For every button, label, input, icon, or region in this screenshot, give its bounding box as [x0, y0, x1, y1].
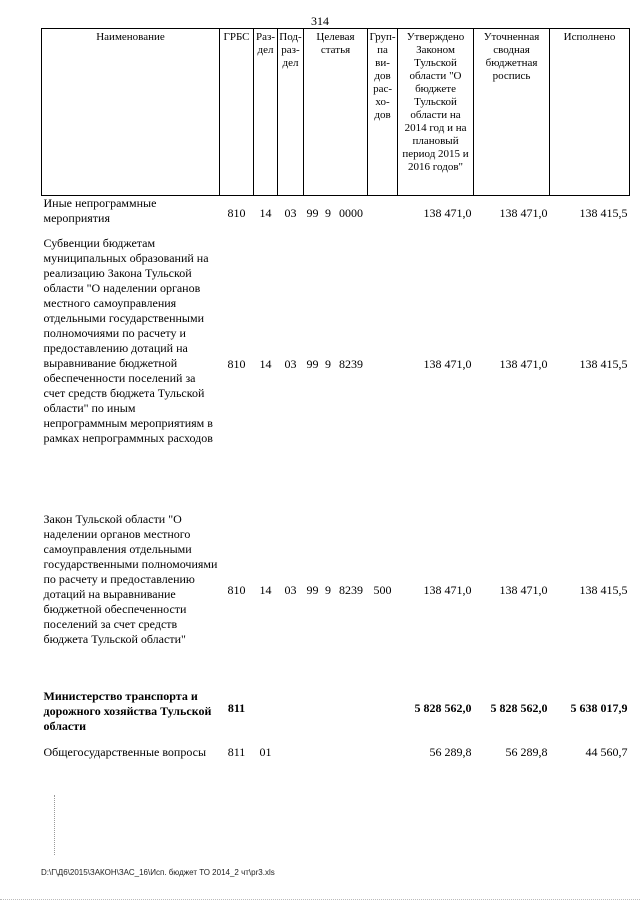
scan-bottom-edge: [0, 899, 640, 900]
row-name: Иные непрограммные мероприятия: [43, 196, 157, 225]
row-podrazdel: [278, 734, 304, 760]
row-specified: 5 828 562,0: [490, 700, 548, 715]
row-podrazdel: 03: [284, 582, 297, 597]
row-grbs: 810: [227, 356, 246, 371]
row-executed: 44 560,7: [585, 745, 628, 759]
row-specified: 56 289,8: [505, 745, 548, 759]
row-target-3: 8239: [339, 582, 364, 597]
row-specified: 138 471,0: [499, 205, 548, 220]
row-specified: 138 471,0: [499, 582, 548, 597]
row-executed: 5 638 017,9: [570, 700, 628, 715]
row-grbs: 811: [227, 700, 246, 715]
header-podrazdel: Под-раз-дел: [278, 29, 304, 196]
row-target-3: 8239: [339, 356, 364, 371]
row-grbs: 811: [227, 745, 246, 759]
row-razdel: 01: [259, 745, 272, 759]
header-executed: Исполнено: [550, 29, 630, 196]
scan-artifact: [54, 795, 57, 855]
row-expense-group: 500: [373, 582, 392, 597]
row-grbs: 810: [227, 205, 246, 220]
row-podrazdel: 03: [284, 356, 297, 371]
row-specified: 138 471,0: [499, 356, 548, 371]
row-name: Министерство транспорта и дорожного хозяйства Тульской области: [43, 689, 212, 733]
row-razdel: 14: [259, 205, 272, 220]
row-expense-group: [368, 734, 398, 760]
row-razdel: 14: [259, 582, 272, 597]
row-target-2: [322, 734, 335, 760]
table-row: [42, 734, 630, 760]
row-target-1: 99: [306, 205, 319, 220]
row-name: Закон Тульской области "О наделении органов местного самоуправления отдельными государственными полномочиями по расчету и предоставлению дотаций на выравнивание бюджетной обеспеченности поселений за счет средств бюджета Тульской области": [43, 512, 218, 646]
row-target-3: [335, 682, 368, 734]
row-target-1: [304, 682, 322, 734]
header-specified: Уточненная сводная бюджетная роспись: [474, 29, 550, 196]
row-target-2: 9: [325, 582, 331, 597]
row-target-2: 9: [325, 205, 331, 220]
row-target-1: [304, 734, 322, 760]
header-razdel: Раз-дел: [254, 29, 278, 196]
row-podrazdel: 03: [284, 205, 297, 220]
row-approved: 138 471,0: [423, 356, 472, 371]
row-expense-group: [368, 682, 398, 734]
header-name: Наименование: [42, 29, 220, 196]
table-header-row: [42, 29, 630, 196]
budget-table: [41, 28, 630, 760]
row-name: Общегосударственные вопросы: [43, 745, 207, 759]
row-target-3: [335, 734, 368, 760]
row-executed: 138 415,5: [579, 356, 628, 371]
header-target-article: Целевая статья: [304, 29, 368, 196]
header-grbs: ГРБС: [220, 29, 254, 196]
row-target-1: 99: [306, 356, 319, 371]
row-target-1: 99: [306, 582, 319, 597]
row-grbs: 810: [227, 582, 246, 597]
header-expense-group: Груп-па ви-дов рас-хо-дов: [368, 29, 398, 196]
row-expense-group: [368, 196, 398, 231]
row-approved: 138 471,0: [423, 582, 472, 597]
row-name: Субвенции бюджетам муниципальных образований на реализацию Закона Тульской области "О наделении органов местного самоуправления отдельными государственными полномочиями по расчету и предоставлению дотаций на выравнивание бюджетной обеспеченности поселений за счет средств бюджета Тульской области" по иным непрограммным мероприятиям в рамках непрограммных расходов: [43, 236, 213, 445]
row-razdel: [254, 682, 278, 734]
row-expense-group: [368, 230, 398, 498]
row-approved: 56 289,8: [429, 745, 472, 759]
table-row: [42, 196, 630, 231]
row-executed: 138 415,5: [579, 582, 628, 597]
row-target-2: 9: [325, 356, 331, 371]
table-row: [42, 230, 630, 498]
header-approved: Утверждено Законом Тульской области "О бюджете Тульской области на 2014 год и на плановый период 2015 и 2016 годов": [398, 29, 474, 196]
footer-file-path: D:\Г\Д6\2015\ЗАКОН\ЗАС_16\Исп. бюджет ТО 2014_2 чт\pr3.xls: [41, 868, 275, 877]
table-row: [42, 682, 630, 734]
row-target-3: 0000: [339, 205, 364, 220]
row-executed: 138 415,5: [579, 205, 628, 220]
row-target-2: [322, 682, 335, 734]
row-podrazdel: [278, 682, 304, 734]
row-approved: 138 471,0: [423, 205, 472, 220]
row-approved: 5 828 562,0: [414, 700, 472, 715]
row-razdel: 14: [259, 356, 272, 371]
table-row: [42, 498, 630, 682]
page-number: 314: [311, 14, 329, 28]
